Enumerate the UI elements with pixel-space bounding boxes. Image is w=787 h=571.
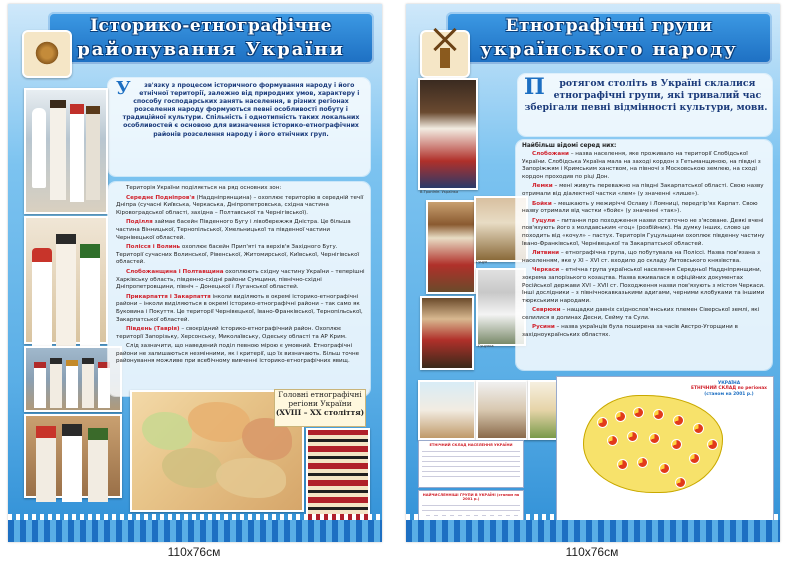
group-sevriuky-text: – нащадки давніх східнослов'янських племен Сіверської землі, які селилися в долинах Десни, Сейму та Сули. bbox=[522, 307, 760, 321]
village-photo-1 bbox=[418, 380, 476, 440]
left-ornament-border bbox=[8, 520, 382, 542]
zone-podillia-text: займає басейн Південного Бугу і лівобережжя Дністра. Це більша частина Вінницької, Тернопільської, Хмельницької та південної частини Чернівецької областей. bbox=[116, 219, 351, 241]
group-lytvyny bbox=[522, 250, 768, 265]
map-caption bbox=[274, 389, 366, 427]
right-poster bbox=[406, 4, 780, 542]
zone-slobozhanshchyna-text: охоплюють східну частину України – теперішні Харківську область, південно-східні райони Сумщини, північно-східні Дніпропетровщини, північ – Донецької і Луганської областей. bbox=[116, 268, 365, 291]
zone-middle-dnipro bbox=[116, 195, 366, 218]
group-lemky-name: Лемки bbox=[532, 183, 553, 190]
left-body bbox=[116, 185, 366, 368]
group-boiky-name: Бойки bbox=[532, 200, 552, 207]
zone-polissia bbox=[116, 244, 366, 267]
region-pie bbox=[659, 463, 670, 474]
left-intro bbox=[116, 78, 366, 139]
zone-polissia-text: охоплює басейн Прип'яті та верхів'я Західного Бугу. Території сучасних Волинської, Рівенської, Житомирської, Київської, Чернігівської областей. bbox=[116, 244, 360, 266]
zone-south bbox=[116, 326, 366, 341]
map-caption-line2: регіони України bbox=[288, 399, 352, 408]
group-lytvyny-name: Литвини bbox=[532, 250, 560, 257]
zone-podillia-name: Поділля bbox=[126, 219, 153, 226]
zone-polissia-name: Полісся і Волинь bbox=[126, 244, 181, 251]
region-pie bbox=[633, 407, 644, 418]
windmill-emblem-icon bbox=[420, 30, 470, 78]
region-pie bbox=[597, 417, 608, 428]
group-boiky bbox=[522, 201, 768, 216]
left-title-line2: районування України bbox=[77, 39, 345, 60]
zones-lead: Територія України поділяється на ряд основних зон: bbox=[126, 185, 282, 191]
right-body bbox=[522, 151, 768, 342]
left-size-label: 110x76см bbox=[167, 545, 221, 559]
ethnic-map-title-line3: (станом на 2001 р.) bbox=[704, 391, 754, 397]
groups-list-head: Найбільш відомі серед них: bbox=[522, 143, 617, 149]
group-lytvyny-text: – етнографічна група, що побутувала на Поліссі. Назва пов'язана з населенням, яке у XI – XVI ст. входило до складу Литовського князівства. bbox=[522, 250, 760, 264]
region-pie bbox=[675, 477, 686, 488]
group-sevriuky bbox=[522, 307, 768, 322]
right-ornament-border bbox=[406, 520, 780, 542]
right-intro-dropcap: П bbox=[524, 74, 545, 100]
portrait1-caption: В.Тропінін. Українка bbox=[420, 190, 459, 194]
zone-carpathia-name: Прикарпаття і Закарпаття bbox=[126, 293, 211, 300]
group-cherkasy-name: Черкаси bbox=[532, 267, 560, 274]
zone-carpathia-text: інколи виділяють в окремі історико-етнографічні райони – інколи виділяються в окремі історико-етнографічні райони – так само як Буковина і Покуття. Це території Чернівецької, Івано-Франківської, Тернопільської, Закарпатської областей. bbox=[116, 293, 363, 323]
zone-south-text: – своєрідний історико-етнографічний район. Охоплює території Запорізьку, Херсонську, Миколаївську, Одеську області та АР Крим. bbox=[116, 326, 347, 340]
group-slobozhany-name: Слобожани bbox=[532, 151, 569, 157]
intro-dropcap: У bbox=[116, 78, 131, 99]
village-photo-2 bbox=[476, 380, 528, 440]
region-pie bbox=[673, 415, 684, 426]
region-pie bbox=[627, 431, 638, 442]
left-poster bbox=[8, 4, 382, 542]
group-rusyny bbox=[522, 324, 768, 339]
ukraine-outline bbox=[583, 395, 723, 493]
group-sevriuky-name: Севрюки bbox=[532, 307, 561, 314]
right-title-line1: Етнографічні групи bbox=[505, 16, 713, 36]
region-pie bbox=[649, 433, 660, 444]
intro-text: зв'язку з процесом історичного формування народу і його етнічної території, залежно від природних умов, характеру і способу господарських занять населення, в різних регіонах розселення народу формуються певні особливості побуту і традиційної культури. Спільність і однотипність таких локальних особливостей є основою для визначення історико-етнографічних районів розселення народу і його етнічних груп. bbox=[122, 82, 360, 138]
ethnic-composition-map bbox=[556, 376, 774, 530]
region-pie bbox=[653, 409, 664, 420]
zone-middle-dnipro-text: (Наддніпрянщина) – охоплює територію в середній течії Дніпра (сучасні Київська, Черкаська, Дніпропетровська, східна частина Кіровоградської області, західна – Полтавської та Чернігівської). bbox=[116, 194, 364, 216]
right-title-line2: українського народу bbox=[480, 39, 738, 60]
portrait-hutsul-woman bbox=[426, 200, 476, 294]
group-slobozhany-text: – назва населення, яке проживало на території Слобідської України. Слобідська Україна мала на заході кордон з Гетьманщиною, на півдні з Запоріжжям і Кримським ханством, на півночі з Московською землею, на сході кордон проходив по ріці Дон. bbox=[522, 151, 761, 180]
group-cherkasy bbox=[522, 267, 768, 305]
region-pie bbox=[693, 423, 704, 434]
group-rusyny-text: – назва українців була поширена за часів Австро-Угорщини в західноукраїнських областях. bbox=[522, 324, 738, 339]
right-intro-text: ротягом століть в Україні склалися етнографічні групи, які тривалий час зберігали певні відмінності культури, мови. bbox=[524, 78, 768, 113]
region-pie bbox=[637, 457, 648, 468]
group-lemky-text: – мені живуть переважно на півдні Закарпатської області. Свою назву отримали від діалектної частки «лем» (у значенні «лише»). bbox=[522, 183, 764, 197]
region-pie bbox=[615, 411, 626, 422]
zone-podillia bbox=[116, 219, 366, 242]
region-pie bbox=[617, 459, 628, 470]
group-boiky-text: – мешкають у межиріччі Ославу і Ломниці, передгір'ях Карпат. Свою назву отримали від частки «бойє» (у значенні «так»). bbox=[522, 200, 758, 215]
ethnic-map-title-line2: ЕТНІЧНИЙ СКЛАД по регіонах bbox=[690, 386, 767, 392]
portrait2-caption: Гуцул bbox=[476, 260, 488, 264]
ethnic-table-title: ЕТНІЧНИЙ СКЛАД НАСЕЛЕННЯ УКРАЇНИ bbox=[429, 443, 513, 447]
region-pie bbox=[671, 439, 682, 450]
zone-middle-dnipro-name: Середнє Подніпров'я bbox=[126, 194, 195, 201]
zone-carpathia bbox=[116, 294, 366, 324]
right-title-banner bbox=[446, 12, 772, 64]
zone-south-name: Південь (Таврія) bbox=[126, 326, 180, 333]
ethnic-map-title-line1: УКРАЇНА bbox=[717, 381, 741, 386]
costume-photo-4 bbox=[24, 414, 122, 498]
group-hutsuly-name: Гуцули bbox=[532, 217, 556, 224]
portrait-woman-2 bbox=[420, 296, 474, 370]
group-rusyny-name: Русини bbox=[532, 324, 555, 331]
ethnic-composition-table bbox=[418, 440, 524, 488]
map-caption-line3: (XVIII – XX століття) bbox=[275, 408, 365, 417]
group-hutsuly bbox=[522, 218, 768, 248]
portrait3-caption: Гуцулка bbox=[478, 344, 494, 348]
costume-photo-2 bbox=[24, 216, 108, 344]
region-pie bbox=[607, 435, 618, 446]
portrait-ukrainian-woman bbox=[418, 78, 478, 190]
region-pie bbox=[707, 439, 718, 450]
zones-note: Слід зазначити, що наведений поділ певною мірою є умовний. Етнографічні райони не залишаються незмінними, як і критерії, що їх визначають. Більш точне районування можливе при всебічному вивченні історико-етнографічних явищ. bbox=[116, 343, 360, 365]
group-cherkasy-text: – етнічна група української населення Середньої Наддніпрянщини, зокрема запорізького козацтва. Назва вживалася в офіційних документах Російської держави XVI – XVII ст. Походження назви пов'язують з містом Черкаси. Інші дослідники – з північнокавказькими адигами, черними клобуками та іншими тюркськими народами. bbox=[522, 267, 765, 304]
ethnic-map-title bbox=[691, 381, 767, 397]
zone-slobozhanshchyna bbox=[116, 269, 366, 292]
group-hutsuly-text: – питання про походження назви остаточно не з'ясоване. Деякі вчені пов'язують його з молдавським «гоц» (розбійник). На думку інших, слово це походить від «кочул» – пастух. Територія Гуцульщини охоплює південну частину Івано-Франківської, Чернівецької та Закарпатської областей. bbox=[522, 217, 765, 247]
embroidery-photo bbox=[306, 428, 370, 522]
national-table-title: НАЙЧИСЛЕННІШІ ГРУПИ В УКРАЇНІ (станом на 2001 р.) bbox=[422, 493, 520, 501]
left-title-line1: Історико-етнографічне bbox=[90, 16, 332, 36]
costume-photo-1 bbox=[24, 88, 108, 214]
right-intro bbox=[524, 74, 768, 114]
group-slobozhany bbox=[522, 151, 768, 181]
region-pie bbox=[689, 453, 700, 464]
left-title-banner bbox=[48, 12, 374, 64]
map-caption-line1: Головні етнографічні bbox=[278, 390, 362, 399]
right-size-label: 110x76см bbox=[565, 545, 619, 559]
scroll-emblem-icon bbox=[22, 30, 72, 78]
group-lemky bbox=[522, 183, 768, 198]
zone-slobozhanshchyna-name: Слобожанщина і Полтавщина bbox=[126, 268, 224, 275]
